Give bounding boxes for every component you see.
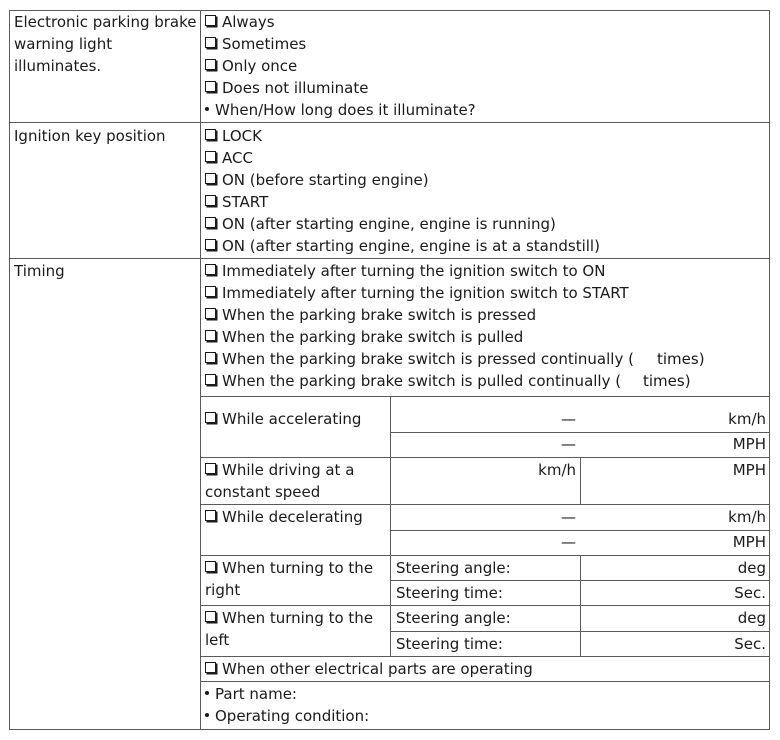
option-accelerating[interactable]: [205, 408, 361, 430]
checkbox-icon[interactable]: [205, 374, 216, 385]
row-divider: [200, 457, 770, 458]
option-label: Always: [222, 13, 275, 31]
option-decelerating[interactable]: [205, 506, 363, 528]
left-steering-time-label: Steering time:: [396, 635, 503, 653]
constant-speed-label-line-2: constant speed: [205, 483, 321, 501]
right-steering-time-unit: Sec.: [734, 584, 766, 602]
option-label: ON (after starting engine, engine is at a standstill): [222, 237, 600, 255]
checkbox-icon[interactable]: [205, 510, 216, 521]
row-divider: [390, 432, 770, 433]
option-label: While driving at a: [222, 461, 355, 479]
border-left: [9, 10, 10, 730]
option-electrical-parts[interactable]: [205, 658, 533, 680]
option-ignition-start[interactable]: [205, 282, 629, 304]
option-label: Sometimes: [222, 35, 307, 53]
option-switch-pressed[interactable]: [205, 304, 536, 326]
option-label: When the parking brake switch is pulled: [222, 328, 524, 346]
border-right: [769, 10, 770, 730]
left-steering-time-unit: Sec.: [734, 635, 766, 653]
checkbox-icon[interactable]: [205, 286, 216, 297]
turning-right-label-line-2: right: [205, 581, 241, 599]
row-divider: [9, 258, 770, 259]
option-on-before[interactable]: [205, 169, 429, 191]
option-acc[interactable]: [205, 147, 253, 169]
row-divider: [390, 530, 770, 531]
bullet-icon: [205, 691, 209, 695]
option-label: LOCK: [222, 127, 262, 145]
decel-mph-unit: MPH: [732, 533, 766, 551]
option-label: START: [222, 193, 269, 211]
warning-light-label-line-1: Electronic parking brake: [14, 13, 197, 31]
checkbox-icon[interactable]: [205, 129, 216, 140]
option-label: When the parking brake switch is pressed continually (: [222, 350, 634, 368]
option-label: While accelerating: [222, 410, 362, 428]
checkbox-icon[interactable]: [205, 308, 216, 319]
option-start[interactable]: [205, 191, 268, 213]
checkbox-icon[interactable]: [205, 239, 216, 250]
checkbox-icon[interactable]: [205, 611, 216, 622]
column-divider: [580, 555, 581, 656]
decel-mph-dash: —: [561, 533, 576, 551]
operating-condition-label: Operating condition:: [215, 707, 370, 725]
warning-light-label-line-2: warning light: [14, 35, 113, 53]
option-label: ACC: [222, 149, 253, 167]
option-always[interactable]: [205, 11, 275, 33]
option-label: Immediately after turning the ignition switch to START: [222, 284, 629, 302]
option-sometimes[interactable]: [205, 33, 306, 55]
option-constant-speed[interactable]: [205, 459, 354, 481]
row-divider: [200, 605, 770, 606]
checkbox-icon[interactable]: [205, 151, 216, 162]
option-label: When the parking brake switch is pulled continually (: [222, 372, 622, 390]
checkbox-icon[interactable]: [205, 59, 216, 70]
left-steering-angle-label: Steering angle:: [396, 609, 511, 627]
checkbox-icon[interactable]: [205, 264, 216, 275]
row-divider: [200, 504, 770, 505]
option-on-standstill[interactable]: [205, 235, 600, 257]
option-does-not-illuminate[interactable]: [205, 77, 368, 99]
constant-kmh-unit: km/h: [538, 461, 576, 479]
column-divider: [580, 457, 581, 505]
option-label: When turning to the: [222, 609, 374, 627]
right-steering-angle-label: Steering angle:: [396, 559, 511, 577]
checkbox-icon[interactable]: [205, 330, 216, 341]
accel-kmh-dash: —: [561, 410, 576, 428]
decel-kmh-unit: km/h: [728, 508, 766, 526]
option-label: ON (after starting engine, engine is running): [222, 215, 556, 233]
illumination-question: [203, 99, 476, 121]
option-ignition-on[interactable]: [205, 260, 605, 282]
checkbox-icon[interactable]: [205, 662, 216, 673]
part-name-label: Part name:: [215, 685, 297, 703]
row-divider: [200, 396, 770, 397]
option-on-running[interactable]: [205, 213, 556, 235]
checkbox-icon[interactable]: [205, 37, 216, 48]
checkbox-icon[interactable]: [205, 561, 216, 572]
checkbox-icon[interactable]: [205, 217, 216, 228]
option-label: When the parking brake switch is pressed: [222, 306, 537, 324]
option-pressed-continually[interactable]: [205, 348, 634, 370]
option-lock[interactable]: [205, 125, 262, 147]
decel-kmh-dash: —: [561, 508, 576, 526]
operating-condition-field: [203, 705, 369, 727]
option-label: When turning to the: [222, 559, 374, 577]
right-steering-angle-unit: deg: [737, 559, 766, 577]
accel-kmh-unit: km/h: [728, 410, 766, 428]
constant-mph-unit: MPH: [732, 461, 766, 479]
pulled-times-suffix: times): [643, 372, 691, 390]
left-steering-angle-unit: deg: [737, 609, 766, 627]
option-only-once[interactable]: [205, 55, 297, 77]
turning-left-label-line-2: left: [205, 631, 230, 649]
right-steering-time-label: Steering time:: [396, 584, 503, 602]
option-label: ON (before starting engine): [222, 171, 429, 189]
option-turning-right[interactable]: [205, 557, 373, 579]
question-text: When/How long does it illuminate?: [215, 101, 476, 119]
row-divider: [200, 656, 770, 657]
pressed-times-suffix: times): [657, 350, 705, 368]
option-switch-pulled[interactable]: [205, 326, 523, 348]
border-bottom: [9, 729, 770, 730]
option-label: Does not illuminate: [222, 79, 369, 97]
checkbox-icon[interactable]: [205, 15, 216, 26]
bullet-icon: [205, 713, 209, 717]
option-turning-left[interactable]: [205, 607, 373, 629]
checkbox-icon[interactable]: [205, 195, 216, 206]
warning-light-label-line-3: illuminates.: [14, 57, 102, 75]
option-label: Immediately after turning the ignition switch to ON: [222, 262, 606, 280]
checkbox-icon[interactable]: [205, 463, 216, 474]
bullet-icon: [205, 107, 209, 111]
checkbox-icon[interactable]: [205, 352, 216, 363]
row-divider: [200, 555, 770, 556]
part-name-field: [203, 683, 297, 705]
accel-mph-dash: —: [561, 435, 576, 453]
row-divider: [9, 122, 770, 123]
accel-mph-unit: MPH: [732, 435, 766, 453]
checkbox-icon[interactable]: [205, 173, 216, 184]
checkbox-icon[interactable]: [205, 412, 216, 423]
checkbox-icon[interactable]: [205, 81, 216, 92]
ignition-label: Ignition key position: [14, 127, 166, 145]
option-label: When other electrical parts are operating: [222, 660, 533, 678]
timing-label: Timing: [14, 262, 65, 280]
column-divider: [200, 10, 201, 730]
option-label: While decelerating: [222, 508, 363, 526]
row-divider: [200, 681, 770, 682]
option-label: Only once: [222, 57, 298, 75]
column-divider: [390, 396, 391, 656]
option-pulled-continually[interactable]: [205, 370, 621, 392]
